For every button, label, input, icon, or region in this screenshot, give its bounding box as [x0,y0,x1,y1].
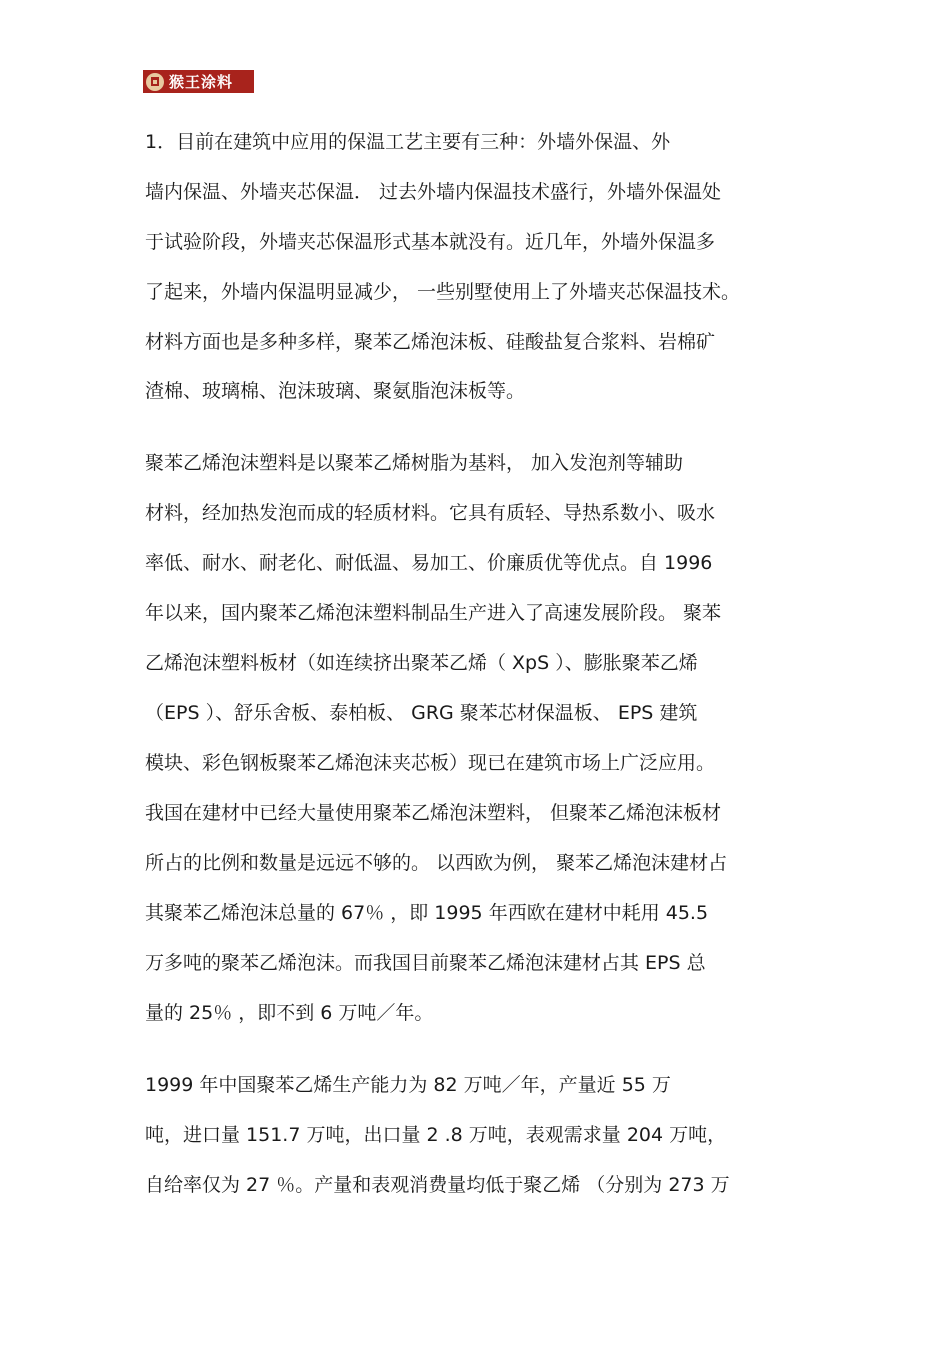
text-line: 1．目前在建筑中应用的保温工艺主要有三种：外墙外保温、外 [145,131,671,153]
text-line: 吨，进口量 151.7 万吨，出口量 2 .8 万吨，表观需求量 204 万吨， [145,1124,727,1146]
text-line: 材料，经加热发泡而成的轻质材料。它具有质轻、导热系数小、吸水 [145,502,716,524]
text-line: 我国在建材中已经大量使用聚苯乙烯泡沫塑料， 但聚苯乙烯泡沫板材 [145,802,722,824]
text-line: 年以来，国内聚苯乙烯泡沫塑料制品生产进入了高速发展阶段。 聚苯 [145,602,722,624]
text-line: 墙内保温、外墙夹芯保温． 过去外墙内保温技术盛行，外墙外保温处 [145,181,722,203]
logo-emblem-icon [146,73,164,91]
text-line: 模块、彩色钢板聚苯乙烯泡沫夹芯板）现已在建筑市场上广泛应用。 [145,752,716,774]
text-line: 材料方面也是多种多样，聚苯乙烯泡沫板、硅酸盐复合浆料、岩棉矿 [145,331,716,353]
logo-text: 猴王涂料 [169,73,234,91]
text-line: 量的 25％ ，即不到 6 万吨／年。 [145,1002,434,1024]
text-line: 渣棉、玻璃棉、泡沫玻璃、聚氨脂泡沫板等。 [145,380,526,402]
text-line: 于试验阶段，外墙夹芯保温形式基本就没有。近几年，外墙外保温多 [145,231,716,253]
text-line: 了起来，外墙内保温明显减少， 一些别墅使用上了外墙夹芯保温技术。 [145,281,741,303]
text-line: （EPS ）、舒乐舍板、泰柏板、 GRG 聚苯芯材保温板、 EPS 建筑 [145,702,698,724]
text-line: 其聚苯乙烯泡沫总量的 67％ ，即 1995 年西欧在建材中耗用 45.5 [145,902,709,924]
brand-logo [143,70,254,93]
text-line: 自给率仅为 27 ％。产量和表观消费量均低于聚乙烯 （分别为 273 万 [145,1174,730,1196]
text-line: 聚苯乙烯泡沫塑料是以聚苯乙烯树脂为基料， 加入发泡剂等辅助 [145,452,684,474]
text-line: 万多吨的聚苯乙烯泡沫。而我国目前聚苯乙烯泡沫建材占其 EPS 总 [145,952,706,974]
text-line: 乙烯泡沫塑料板材（如连续挤出聚苯乙烯（ XpS ）、膨胀聚苯乙烯 [145,652,698,674]
text-line: 率低、耐水、耐老化、耐低温、易加工、价廉质优等优点。自 1996 [145,552,713,574]
text-line: 所占的比例和数量是远远不够的。 以西欧为例， 聚苯乙烯泡沫建材占 [145,852,728,874]
text-line: 1999 年中国聚苯乙烯生产能力为 82 万吨／年，产量近 55 万 [145,1074,671,1096]
